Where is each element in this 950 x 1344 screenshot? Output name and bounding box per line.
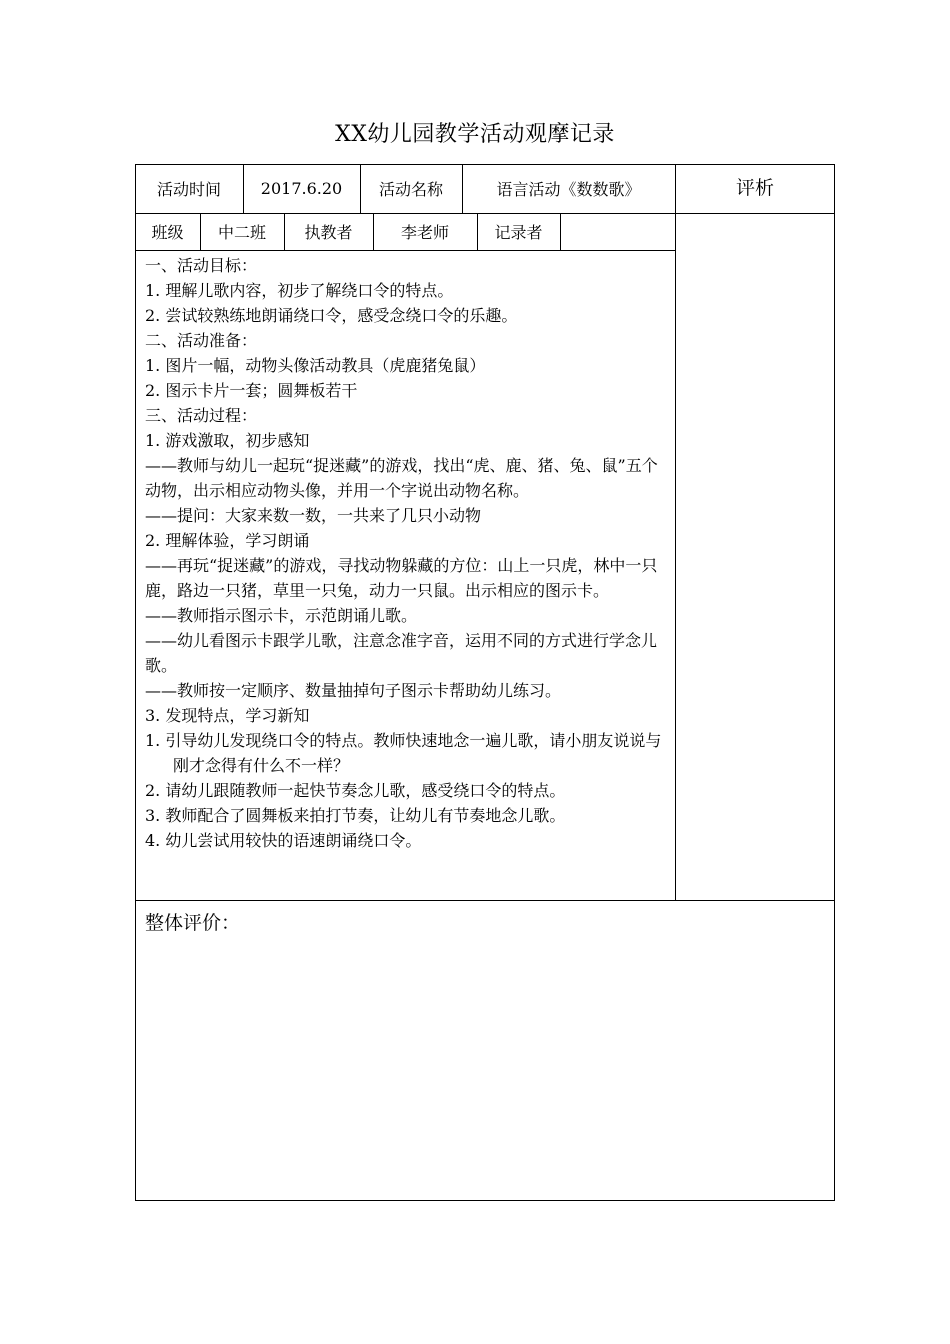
content-line: 一、活动目标： <box>145 256 258 275</box>
overall-evaluation-label: 整体评价： <box>145 912 241 934</box>
analysis-heading: 评析 <box>735 177 774 199</box>
activity-time-value: 2017.6.20 <box>260 179 343 198</box>
activity-name-value: 语言活动《数数歌》 <box>496 180 641 199</box>
content-line: ——再玩“捉迷藏”的游戏，寻找动物躲藏的方位：山上一只虎，林中一只鹿，路边一只猪，草里一只兔，动力一只鼠。出示相应的图示卡。 <box>145 556 658 600</box>
content-line: 2. 尝试较熟练地朗诵绕口令，感受念绕口令的乐趣。 <box>145 306 518 325</box>
content-line: 1. 理解儿歌内容，初步了解绕口令的特点。 <box>145 281 454 300</box>
content-line: ——教师指示图示卡，示范朗诵儿歌。 <box>145 606 418 625</box>
content-line: ——提问：大家来数一数，一共来了几只小动物 <box>145 506 482 525</box>
class-label: 班级 <box>151 223 184 242</box>
content-line: 2. 请幼儿跟随教师一起快节奏念儿歌，感受绕口令的特点。 <box>145 781 566 800</box>
content-line: 2. 图示卡片一套；圆舞板若干 <box>145 381 358 400</box>
col-divider-analysis <box>675 164 676 901</box>
content-line: 1. 图片一幅，动物头像活动教具（虎鹿猪兔鼠） <box>145 356 486 375</box>
content-line: 3. 教师配合了圆舞板来拍打节奏，让幼儿有节奏地念儿歌。 <box>145 806 566 825</box>
content-line: 4. 幼儿尝试用较快的语速朗诵绕口令。 <box>145 831 422 850</box>
activity-content <box>145 253 671 853</box>
teacher-label: 执教者 <box>304 223 353 242</box>
row-divider-info <box>135 250 676 251</box>
row-divider-overall <box>135 900 835 901</box>
activity-time-label: 活动时间 <box>156 180 221 199</box>
content-line: 2. 理解体验，学习朗诵 <box>145 531 310 550</box>
content-line: 三、活动过程： <box>145 406 258 425</box>
content-line: 1. 引导幼儿发现绕口令的特点。教师快速地念一遍儿歌，请小朋友说说与刚才念得有什么不一样？ <box>145 731 662 775</box>
content-line: ——教师按一定顺序、数量抽掉句子图示卡帮助幼儿练习。 <box>145 681 562 700</box>
content-line: 1. 游戏激取，初步感知 <box>145 431 310 450</box>
page-title: XX幼儿园教学活动观摩记录 <box>335 122 615 147</box>
class-value: 中二班 <box>217 223 266 242</box>
recorder-label: 记录者 <box>494 223 543 242</box>
activity-name-label: 活动名称 <box>378 180 443 199</box>
recorder-value <box>560 213 675 250</box>
content-line: ——幼儿看图示卡跟学儿歌，注意念准字音，运用不同的方式进行学念儿歌。 <box>145 631 658 675</box>
content-line: ——教师与幼儿一起玩“捉迷藏”的游戏，找出“虎、鹿、猪、兔、鼠”五个动物，出示相应动物头像，并用一个字说出动物名称。 <box>145 456 658 500</box>
teacher-value: 李老师 <box>400 223 449 242</box>
content-line: 3. 发现特点，学习新知 <box>145 706 310 725</box>
content-line: 二、活动准备： <box>145 331 258 350</box>
